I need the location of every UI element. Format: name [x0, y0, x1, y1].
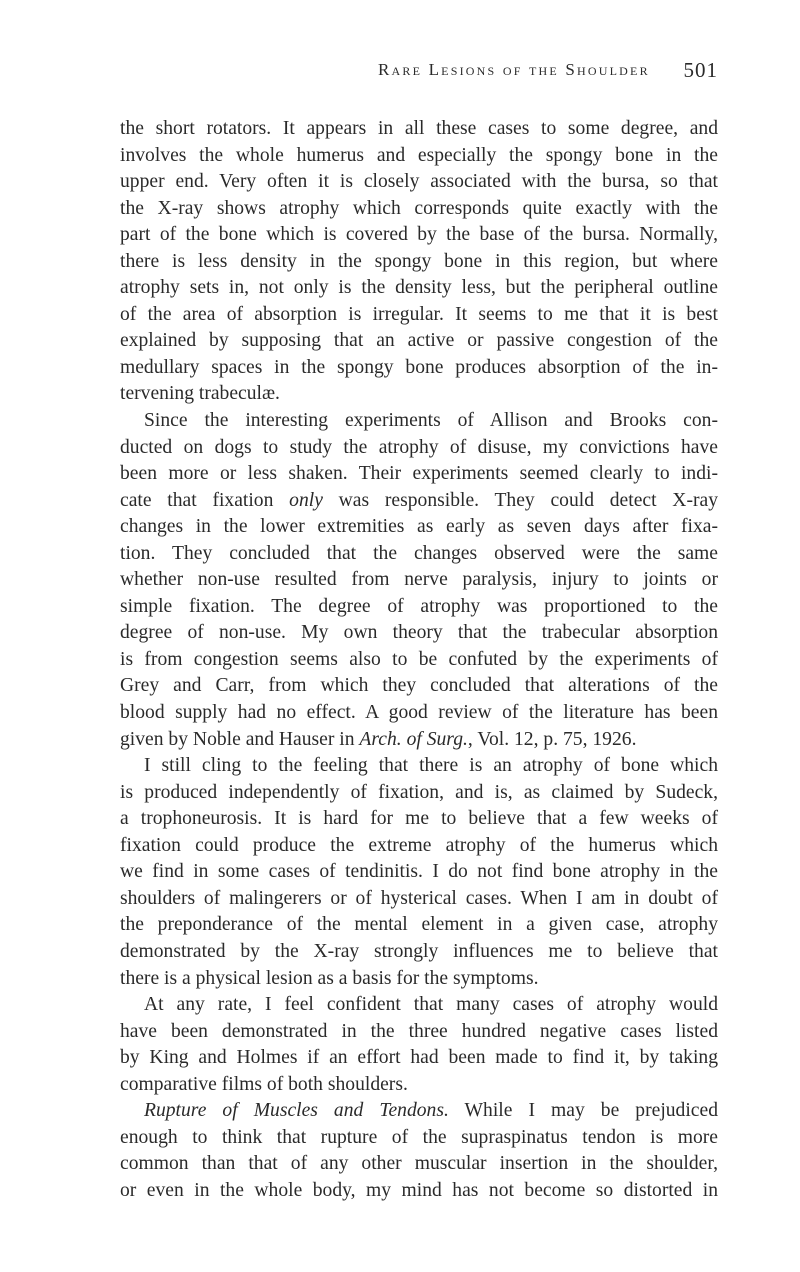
text-line: tervening trabeculæ.: [120, 383, 280, 405]
text-line: changes in the lower extremities as early as seven days after fixa-: [120, 516, 718, 538]
text-line: Grey and Carr, from which they concluded that alterations of the: [120, 675, 718, 697]
text-line: comparative films of both shoulders.: [120, 1073, 408, 1095]
text-run: cate that fixation: [120, 489, 290, 511]
text-line: we find in some cases of tendinitis. I do not find bone atrophy in the: [120, 861, 718, 883]
text-line: blood supply had no effect. A good review of the literature has been: [120, 702, 718, 724]
page-number: 501: [683, 58, 718, 82]
text-line: there is a physical lesion as a basis for the symptoms.: [120, 967, 539, 989]
text-line: or even in the whole body, my mind has not become so distorted in: [120, 1179, 718, 1201]
text-line: the short rotators. It appears in all these cases to some degree, and: [120, 118, 718, 139]
paragraph-3: [120, 753, 718, 992]
text-line: explained by supposing that an active or passive congestion of the: [120, 330, 718, 352]
text-line: I still cling to the feeling that there is an atrophy of bone which: [144, 755, 718, 777]
text-line: part of the bone which is covered by the base of the bursa. Normally,: [120, 224, 718, 246]
paragraph-1: [120, 116, 718, 408]
text-line: common than that of any other muscular insertion in the shoulder,: [120, 1153, 718, 1175]
text-line: there is less density in the spongy bone in this region, but where: [120, 250, 718, 272]
text-line: simple fixation. The degree of atrophy was proportioned to the: [120, 595, 718, 617]
text-line: whether non-use resulted from nerve paralysis, injury to joints or: [120, 569, 718, 591]
text-line: involves the whole humerus and especially the spongy bone in the: [120, 144, 718, 166]
text-line: a trophoneurosis. It is hard for me to believe that a few weeks of: [120, 808, 718, 830]
text-line: At any rate, I feel confident that many cases of atrophy would: [144, 994, 718, 1016]
section-heading: Rupture of Muscles and Tendons.: [144, 1100, 449, 1122]
text-line: fixation could produce the extreme atrophy of the humerus which: [120, 834, 718, 856]
text-line: degree of non-use. My own theory that the trabecular absorption: [120, 622, 718, 644]
text-line: the X-ray shows atrophy which corresponds quite exactly with the: [120, 197, 718, 219]
text-line: [120, 727, 718, 754]
text-line: have been demonstrated in the three hundred negative cases listed: [120, 1020, 718, 1042]
text-line: is from congestion seems also to be confuted by the experiments of: [120, 648, 718, 670]
paragraph-5: [120, 1098, 718, 1204]
running-head: Rare Lesions of the Shoulder: [378, 60, 650, 79]
text-line: enough to think that rupture of the supraspinatus tendon is more: [120, 1126, 718, 1148]
text-line: ducted on dogs to study the atrophy of disuse, my convictions have: [120, 436, 718, 458]
text-line: of the area of absorption is irregular. It seems to me that it is best: [120, 303, 718, 325]
text-line: shoulders of malingerers or of hysterical cases. When I am in doubt of: [120, 887, 718, 909]
page-header: [0, 60, 800, 90]
paragraph-2: [120, 408, 718, 753]
text-run: given by Noble and Hauser in: [120, 728, 360, 750]
text-line: medullary spaces in the spongy bone produces absorption of the in-: [120, 356, 718, 378]
text-line: [120, 1098, 718, 1125]
text-run: , Vol. 12, p. 75, 1926.: [467, 728, 637, 750]
text-line: by King and Holmes if an effort had been made to find it, by taking: [120, 1047, 718, 1069]
text-line: demonstrated by the X-ray strongly influences me to believe that: [120, 940, 718, 962]
text-line: [120, 488, 718, 515]
text-line: atrophy sets in, not only is the density less, but the peripheral outline: [120, 277, 718, 299]
paragraph-4: [120, 992, 718, 1098]
emphasis-only: only: [289, 489, 323, 511]
text-run: While I may be prejudiced: [448, 1100, 718, 1122]
text-run: was responsible. They could detect X-ray: [338, 489, 718, 511]
text-line: upper end. Very often it is closely associated with the bursa, so that: [120, 171, 718, 193]
text-line: been more or less shaken. Their experiments seemed clearly to indi-: [120, 463, 718, 485]
body-text: [120, 116, 718, 1204]
text-line: is produced independently of fixation, and is, as claimed by Sudeck,: [120, 781, 718, 803]
text-line: the preponderance of the mental element in a given case, atrophy: [120, 914, 718, 936]
text-line: Since the interesting experiments of Allison and Brooks con-: [144, 410, 718, 432]
text-line: tion. They concluded that the changes observed were the same: [120, 542, 718, 564]
journal-citation: Arch. of Surg.: [359, 728, 468, 750]
